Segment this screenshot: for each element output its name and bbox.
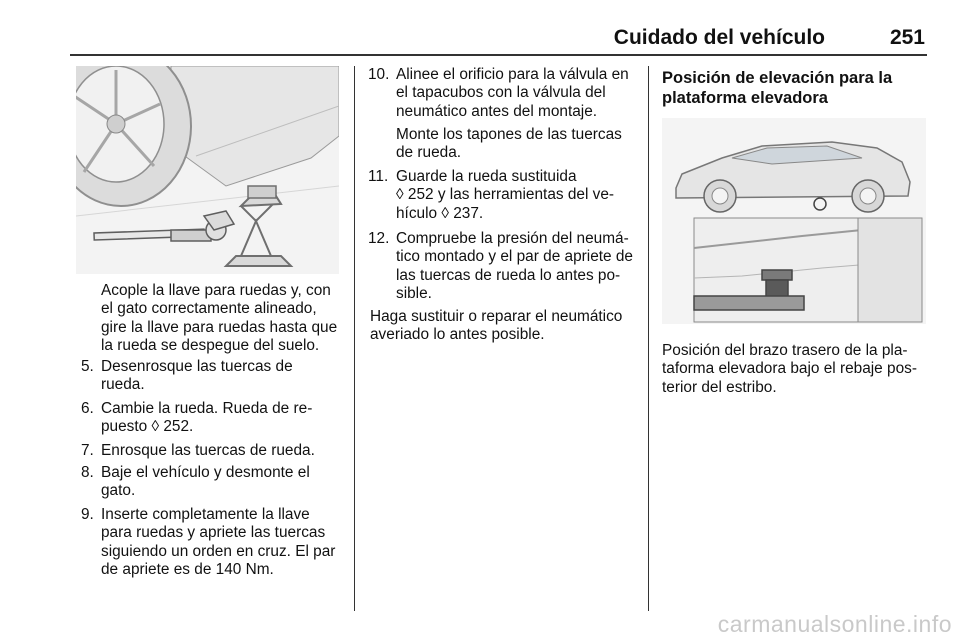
text-line: Desenrosque las tuercas de	[101, 358, 293, 375]
column-divider-right	[648, 66, 649, 611]
heading-line: Posición de elevación para la	[662, 69, 893, 87]
step-number: 10.	[368, 66, 390, 83]
text-line: gire la llave para ruedas hasta que	[101, 318, 338, 336]
text-line: la rueda se despegue del suelo.	[101, 337, 320, 355]
text-line: tico montado y el par de apriete de	[396, 248, 633, 266]
text-line: las tuercas de rueda lo antes po-	[396, 266, 621, 284]
text-line: Haga sustituir o reparar el neumático	[370, 308, 623, 325]
text-line: Posición del brazo trasero de la pla-	[662, 342, 908, 359]
text-line: el tapacubos con la válvula del	[396, 84, 606, 102]
text-line: taforma elevadora bajo el rebaje pos-	[662, 360, 917, 378]
text-line: Guarde la rueda sustituida	[396, 168, 577, 185]
text-line: Baje el vehículo y desmonte el	[101, 464, 310, 481]
page-header	[70, 26, 927, 56]
text-line: terior del estribo.	[662, 378, 777, 396]
text-line: gato.	[101, 482, 136, 500]
text-line: Alinee el orificio para la válvula en	[396, 66, 629, 83]
text-line: rueda.	[101, 376, 145, 394]
lift-illustration	[662, 118, 926, 324]
text-line: Cambie la rueda. Rueda de re-	[101, 400, 313, 417]
text-line: Inserte completamente la llave	[101, 506, 310, 523]
text-line: siguiendo un orden en cruz. El par	[101, 542, 336, 560]
step-number: 7.	[81, 442, 94, 459]
page-number: 251	[889, 26, 925, 49]
text-line: sible.	[396, 285, 432, 303]
lift-position-heading	[662, 68, 928, 108]
text-line: Monte los tapones de las tuercas	[396, 126, 622, 143]
text-line: neumático antes del montaje.	[396, 102, 598, 120]
lift-drawing	[662, 118, 926, 324]
step-number: 8.	[81, 464, 94, 481]
text-line: de rueda.	[396, 144, 462, 162]
jack-illustration	[76, 66, 339, 274]
step-number: 9.	[81, 506, 94, 523]
heading-line: plataforma elevadora	[662, 89, 828, 107]
text-line: averiado lo antes posible.	[370, 326, 545, 344]
text-line: el gato correctamente alineado,	[101, 300, 317, 318]
jack-instruction-paragraph	[101, 282, 346, 356]
step-number: 6.	[81, 400, 94, 417]
step-number: 12.	[368, 230, 390, 247]
lift-caption	[662, 342, 930, 397]
column-divider-left	[354, 66, 355, 611]
watermark: carmanualsonline.info	[717, 611, 952, 637]
wheel-xref-line[interactable]: ◊ 252 y las herramientas del ve-	[396, 186, 615, 204]
tools-xref-line[interactable]: hículo ◊ 237.	[396, 204, 484, 222]
step-number: 11.	[368, 168, 389, 185]
jack-drawing	[76, 66, 339, 274]
spare-wheel-xref[interactable]: puesto ◊ 252.	[101, 418, 194, 436]
section-title: Cuidado del vehículo	[613, 26, 825, 49]
text-line: de apriete es de 140 Nm.	[101, 561, 274, 579]
closing-paragraph	[370, 308, 636, 345]
text-line: Compruebe la presión del neumá-	[396, 230, 629, 247]
step-number: 5.	[81, 358, 94, 375]
text-line: Acople la llave para ruedas y, con	[101, 282, 331, 299]
text-line: para ruedas y apriete las tuercas	[101, 524, 326, 542]
text-line: Enrosque las tuercas de rueda.	[101, 442, 315, 459]
